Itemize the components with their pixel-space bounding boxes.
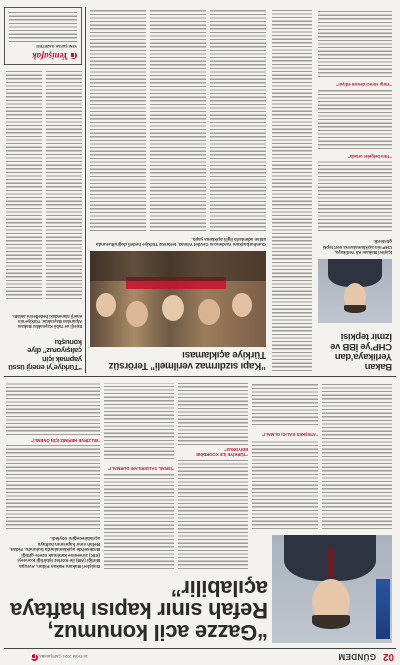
main-subhead-3: “TÜRKİYE İLE KOORDİNE EDİYORUZ” (196, 447, 248, 457)
sidebar-photo (318, 259, 392, 323)
main-headline: “Gazze acil konumuz, Refah sınır kapısı haftaya açılabilir” (10, 576, 268, 645)
section-label: GÜNDEM (338, 652, 376, 661)
sidebar-col-2 (318, 89, 392, 149)
second-col-1 (210, 9, 266, 231)
main-subhead-4: “ATEŞKES KALICI OLMALI” (262, 432, 318, 437)
imprint-lines (9, 12, 77, 42)
sidebar-subhead-2: “Yargı süreci devam ediyor” (335, 82, 392, 87)
logo-mark-icon (31, 654, 38, 661)
second-col-3 (90, 9, 146, 231)
crowd-person-3 (162, 295, 184, 321)
sidebar-story-block (318, 9, 392, 371)
main-col-3b (178, 383, 248, 445)
crowd-lower (90, 251, 266, 281)
third-lead: Enerji ve Tabii Kaynaklar Bakanı Alparslan Bayraktar, Türkiye’nin enerji alanındaki hedeflerini anlattı. (12, 313, 82, 329)
second-col-2 (150, 9, 206, 231)
header-logo (31, 654, 38, 661)
main-col-4b (252, 383, 318, 425)
third-divider (85, 7, 86, 373)
second-lead: Cumhurbaşkanı Yardımcısı Cevdet Yılmaz, terörsüz Türkiye hedefi doğrultusunda atılan adımlarla ilgili açıklama yaptı. (96, 236, 266, 247)
issue-date: 16 EKİM 2024 ÇARŞAMBA (39, 654, 88, 659)
main-subhead-1: “BU ZİRVE HEPİMİZ İÇİN ÖNEMLİ” (31, 438, 100, 443)
third-col-2 (6, 69, 42, 299)
imprint-logo (32, 51, 77, 61)
sidebar-subhead-1: “Tüm belgeler ortada” (347, 154, 392, 159)
crowd-person-5 (96, 293, 116, 317)
imprint-title: YENİ ŞAFAK GAZETESİ (36, 44, 77, 48)
third-headline: “Türkiye’yi enerji üssü yapmak için çalışıyoruz” diye konuştu (8, 337, 82, 372)
left-col-text (322, 383, 392, 529)
sidebar-divider (4, 376, 396, 377)
imprint-logo-mark-icon (70, 53, 77, 60)
main-col-4 (252, 439, 318, 529)
crowd-person-1 (232, 293, 252, 317)
photo-figure-tie (328, 547, 334, 577)
page-number: 02 (382, 651, 394, 662)
second-headline: “Kapı sızdırmaz verilmeli” Terörsüz Türkiye açıklaması (108, 349, 266, 371)
third-col-1 (46, 69, 82, 299)
main-subhead-2: “İSRAİL SALDIRILARI DURMALI” (108, 466, 174, 471)
main-col-3 (178, 459, 248, 569)
main-col-2b (104, 383, 174, 459)
imprint-box (4, 7, 82, 65)
sidebar-col-extra (272, 9, 312, 371)
sidebar-figure-hair (344, 305, 366, 313)
main-lead: Dışişleri Bakanı Hakan Fidan, Avrupa Birliği (AB) ile Körfez İşbirliği Konseyi (KİK) zirvesine katılmak üzere gittiği Brüksel’de açıklamalarda bulundu. Fidan, Refah sınır kapısının haftaya açılabileceğini söyledi. (9, 536, 100, 569)
crowd-person-2 (198, 299, 220, 325)
sidebar-headline: Bakan Yerlikaya’dan CHP’ye İBB ve İzmir tepkisi (330, 331, 392, 372)
sidebar-col-3 (318, 11, 392, 77)
main-col-2 (104, 473, 174, 569)
photo-figure-hair (312, 615, 350, 629)
second-story-photo (90, 251, 266, 347)
sidebar-col (318, 161, 392, 231)
page-header (0, 649, 400, 663)
imprint-logo-text: Yenişafak (32, 51, 68, 61)
photo-flag (376, 579, 390, 639)
main-col-1 (6, 445, 100, 529)
main-col-1b (6, 383, 100, 435)
header-rule (4, 648, 396, 649)
main-story-photo (272, 535, 392, 643)
sidebar-lead: İçişleri Bakanı Ali Yerlikaya, CHP’nin açıklamalarına sert tepki gösterdi. (322, 239, 392, 255)
crowd-person-4 (126, 301, 148, 327)
